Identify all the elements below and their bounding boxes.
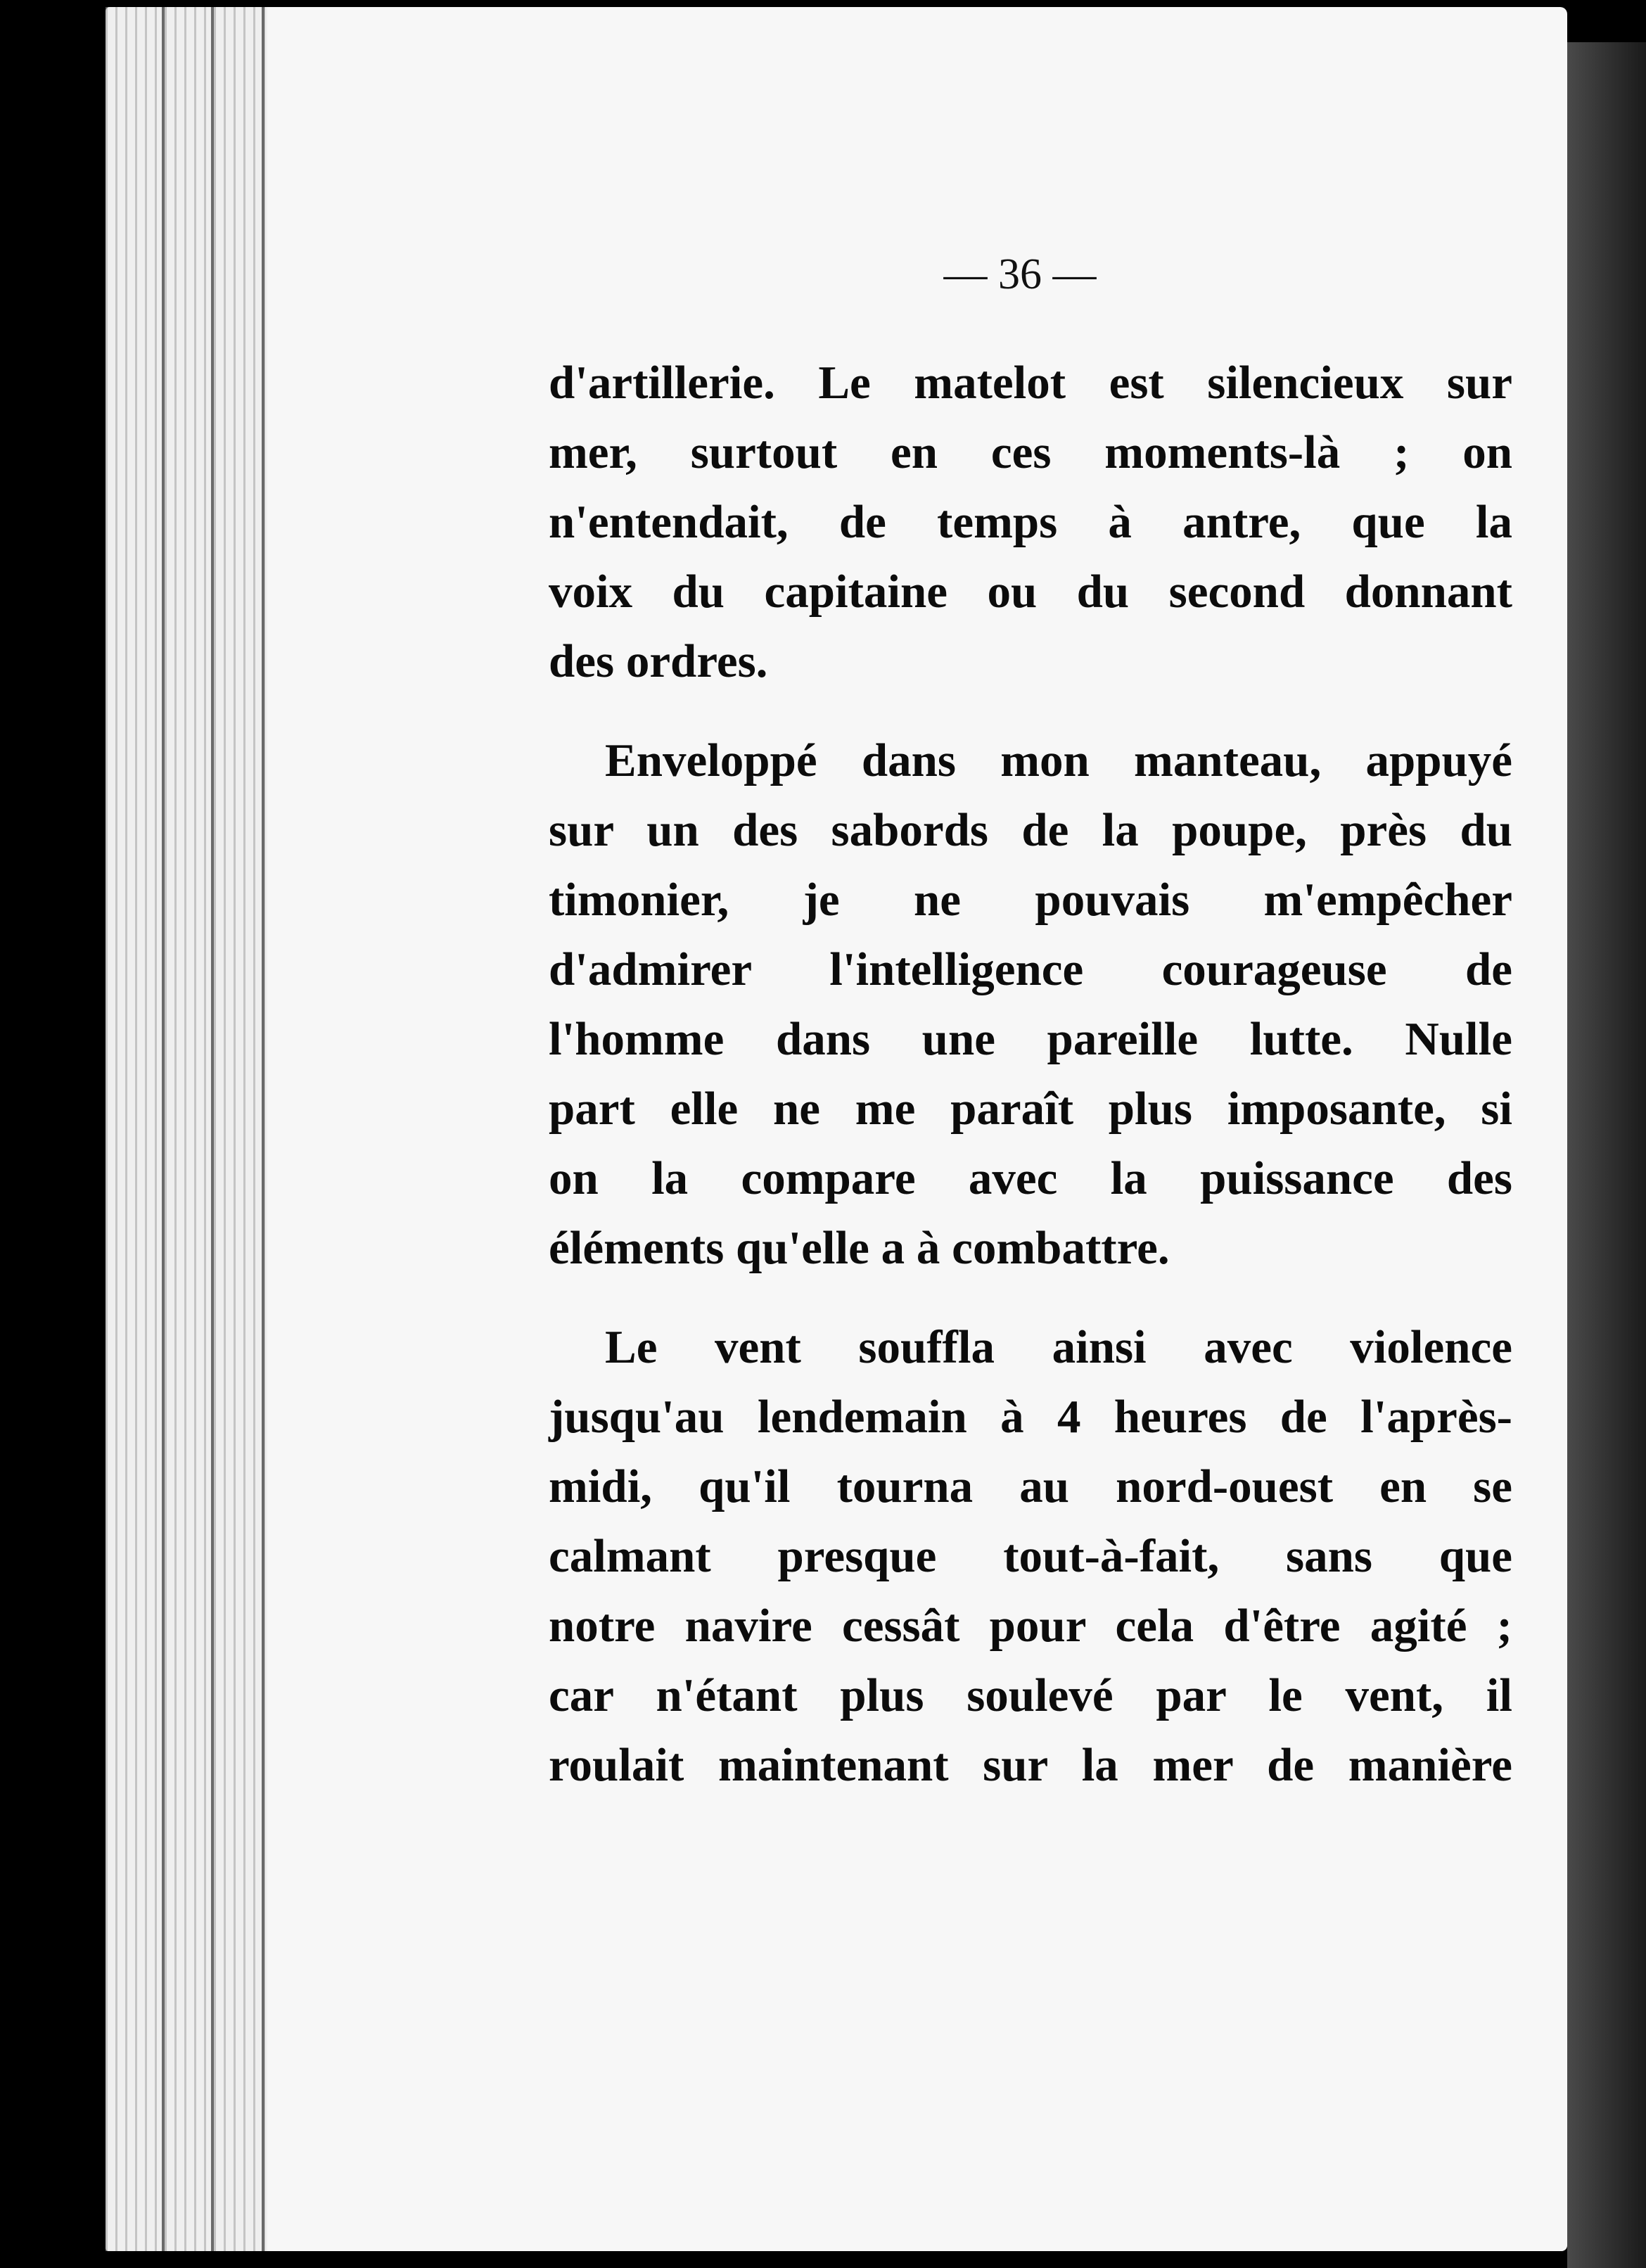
page-edge-line bbox=[211, 7, 214, 2251]
page-edge-line bbox=[262, 7, 264, 2251]
text-line: Enveloppé dans mon manteau, appuyé bbox=[605, 734, 1512, 786]
text-line: calmant presque tout-à-fait, sans que bbox=[549, 1530, 1512, 1582]
page-edge-line bbox=[162, 7, 165, 2251]
page-edges bbox=[106, 7, 267, 2251]
text-line: notre navire cessât pour cela d'être agité ; bbox=[549, 1600, 1512, 1652]
text-line: on la compare avec la puissance des bbox=[549, 1152, 1512, 1204]
text-line: timonier, je ne pouvais m'empêcher bbox=[549, 874, 1512, 926]
text-line: voix du capitaine ou du second donnant bbox=[549, 566, 1512, 618]
text-line: éléments qu'elle a à combattre. bbox=[549, 1222, 1170, 1274]
body-text bbox=[549, 348, 1512, 1830]
text-line: jusqu'au lendemain à 4 heures de l'après- bbox=[549, 1391, 1512, 1443]
text-line: d'admirer l'intelligence courageuse de bbox=[549, 943, 1512, 995]
text-line: midi, qu'il tourna au nord-ouest en se bbox=[549, 1460, 1512, 1512]
text-line: l'homme dans une pareille lutte. Nulle bbox=[549, 1013, 1512, 1065]
text-line: mer, surtout en ces moments-là ; on bbox=[549, 426, 1512, 478]
text-line: des ordres. bbox=[549, 635, 768, 687]
page-shadow bbox=[1567, 42, 1646, 2268]
text-line: sur un des sabords de la poupe, près du bbox=[549, 804, 1512, 856]
text-line: d'artillerie. Le matelot est silencieux sur bbox=[549, 357, 1512, 409]
paragraph-3 bbox=[549, 1313, 1512, 1800]
paragraph-2 bbox=[549, 726, 1512, 1283]
text-line: car n'étant plus soulevé par le vent, il bbox=[549, 1669, 1512, 1721]
text-line: n'entendait, de temps à antre, que la bbox=[549, 496, 1512, 548]
text-line: part elle ne me paraît plus imposante, si bbox=[549, 1083, 1512, 1135]
paragraph-1 bbox=[549, 348, 1512, 696]
page-number: — 36 — bbox=[943, 250, 1097, 298]
text-line: roulait maintenant sur la mer de manière bbox=[549, 1739, 1512, 1791]
text-line: Le vent souffla ainsi avec violence bbox=[605, 1321, 1512, 1373]
